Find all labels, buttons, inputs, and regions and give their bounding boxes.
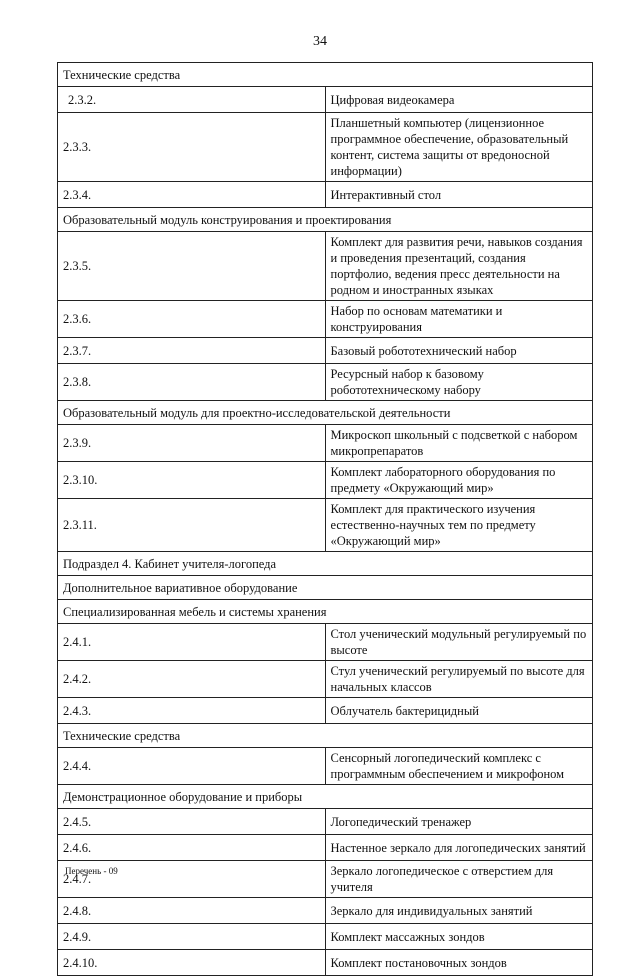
item-number: 2.4.7.: [58, 861, 326, 898]
item-number: 2.3.9.: [58, 425, 326, 462]
table-row: [58, 113, 593, 182]
item-description: Набор по основам математики и конструирования: [325, 301, 593, 338]
table-row: [58, 338, 593, 364]
footer-label: Перечень - 09: [65, 866, 118, 876]
section-header-row: [58, 208, 593, 232]
page-number: 34: [313, 34, 327, 49]
section-header-row: [58, 785, 593, 809]
item-number: 2.4.6.: [58, 835, 326, 861]
section-header-row: [58, 552, 593, 576]
table-row: [58, 809, 593, 835]
item-description: Комплект постановочных зондов: [325, 950, 593, 976]
item-number: 2.4.5.: [58, 809, 326, 835]
table-row: [58, 661, 593, 698]
table-row: [58, 425, 593, 462]
item-description: Зеркало для индивидуальных занятий: [325, 898, 593, 924]
item-number: 2.4.8.: [58, 898, 326, 924]
item-description: Комплект лабораторного оборудования по предмету «Окружающий мир»: [325, 462, 593, 499]
table-row: [58, 462, 593, 499]
item-number: 2.3.8.: [58, 364, 326, 401]
item-number: 2.3.4.: [58, 182, 326, 208]
equipment-table-body: [58, 63, 593, 976]
item-number: 2.4.4.: [58, 748, 326, 785]
table-row: [58, 624, 593, 661]
item-number: 2.3.6.: [58, 301, 326, 338]
item-description: Комплект массажных зондов: [325, 924, 593, 950]
table-row: [58, 748, 593, 785]
table-row: [58, 182, 593, 208]
table-row: [58, 835, 593, 861]
item-description: Логопедический тренажер: [325, 809, 593, 835]
table-row: [58, 924, 593, 950]
item-description: Интерактивный стол: [325, 182, 593, 208]
section-title: Демонстрационное оборудование и приборы: [58, 785, 593, 809]
item-number: 2.3.2.: [58, 87, 326, 113]
table-row: [58, 861, 593, 898]
item-number: 2.4.9.: [58, 924, 326, 950]
section-title: Образовательный модуль для проектно-исследовательской деятельности: [58, 401, 593, 425]
item-description: Настенное зеркало для логопедических занятий: [325, 835, 593, 861]
item-description: Стул ученический регулируемый по высоте для начальных классов: [325, 661, 593, 698]
item-description: Комплект для практического изучения естественно-научных тем по предмету «Окружающий мир»: [325, 499, 593, 552]
table-row: [58, 950, 593, 976]
section-title: Технические средства: [58, 724, 593, 748]
item-description: Сенсорный логопедический комплекс с программным обеспечением и микрофоном: [325, 748, 593, 785]
section-title: Образовательный модуль конструирования и проектирования: [58, 208, 593, 232]
item-number: 2.3.10.: [58, 462, 326, 499]
equipment-table: [57, 62, 593, 976]
section-title: Дополнительное вариативное оборудование: [58, 576, 593, 600]
item-description: Цифровая видеокамера: [325, 87, 593, 113]
table-row: [58, 232, 593, 301]
item-number: 2.3.5.: [58, 232, 326, 301]
section-header-row: [58, 401, 593, 425]
section-title: Специализированная мебель и системы хранения: [58, 600, 593, 624]
table-row: [58, 301, 593, 338]
item-number: 2.3.7.: [58, 338, 326, 364]
section-header-row: [58, 724, 593, 748]
table-row: [58, 898, 593, 924]
section-header-row: [58, 600, 593, 624]
table-row: [58, 698, 593, 724]
item-number: 2.4.3.: [58, 698, 326, 724]
section-header-row: [58, 63, 593, 87]
item-number: 2.4.2.: [58, 661, 326, 698]
item-description: Ресурсный набор к базовому робототехническому набору: [325, 364, 593, 401]
item-description: Базовый робототехнический набор: [325, 338, 593, 364]
section-header-row: [58, 576, 593, 600]
item-number: 2.3.3.: [58, 113, 326, 182]
table-row: [58, 87, 593, 113]
item-description: Зеркало логопедическое с отверстием для учителя: [325, 861, 593, 898]
item-number: 2.4.10.: [58, 950, 326, 976]
table-row: [58, 499, 593, 552]
section-title: Подраздел 4. Кабинет учителя-логопеда: [58, 552, 593, 576]
item-description: Комплект для развития речи, навыков создания и проведения презентаций, создания портфолио, ведения пресс деятельности на родном и иностранных языках: [325, 232, 593, 301]
item-number: 2.3.11.: [58, 499, 326, 552]
section-title: Технические средства: [58, 63, 593, 87]
item-number: 2.4.1.: [58, 624, 326, 661]
item-description: Микроскоп школьный с подсветкой с набором микропрепаратов: [325, 425, 593, 462]
item-description: Стол ученический модульный регулируемый по высоте: [325, 624, 593, 661]
table-row: [58, 364, 593, 401]
item-description: Планшетный компьютер (лицензионное программное обеспечение, образовательный контент, система защиты от вредоносной информации): [325, 113, 593, 182]
item-description: Облучатель бактерицидный: [325, 698, 593, 724]
